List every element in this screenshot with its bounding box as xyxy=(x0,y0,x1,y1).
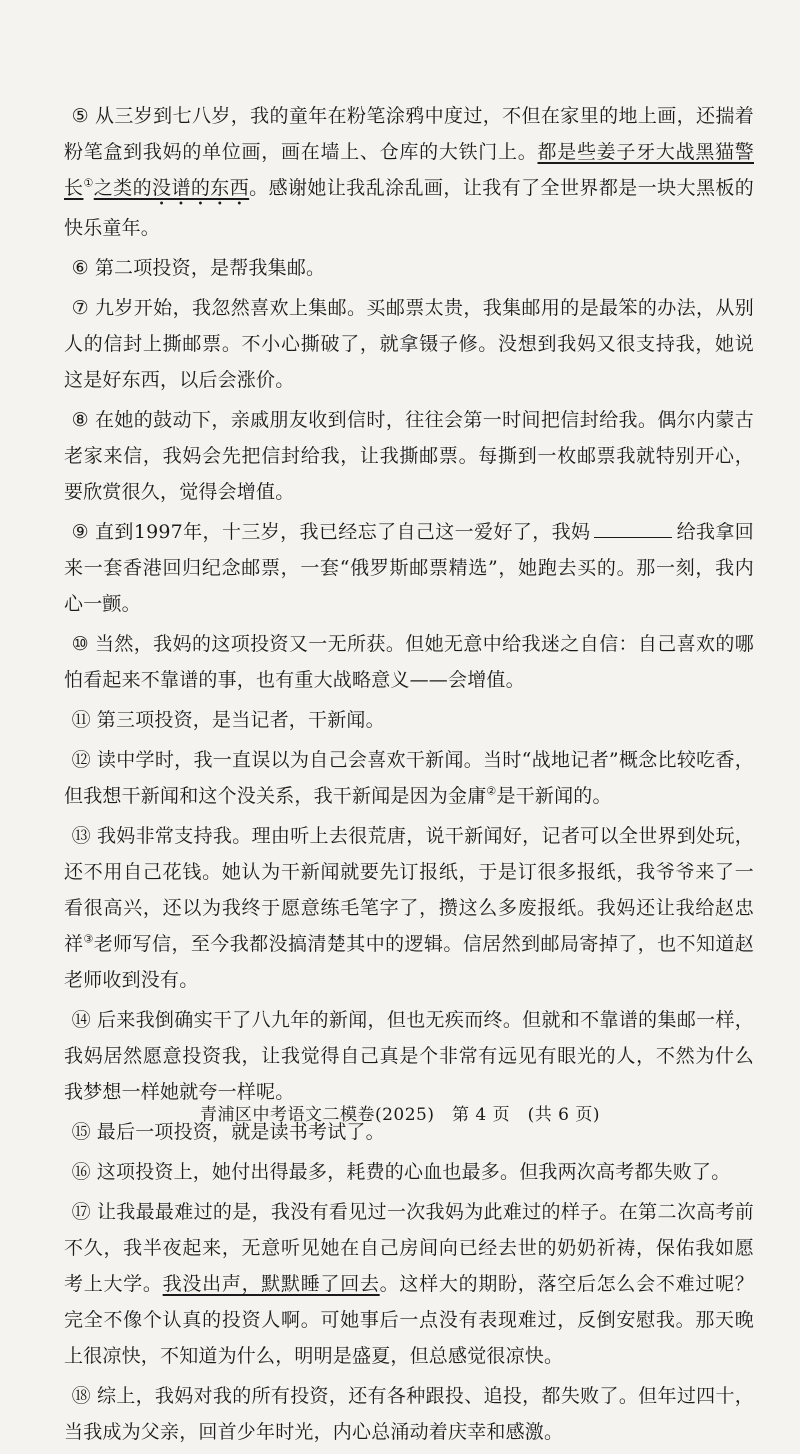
paragraph-number: ⑰ xyxy=(71,1201,91,1223)
paragraph-text: 综上，我妈对我的所有投资，还有各种跟投、追投，都失败了。但年过四十，当我成为父亲，回首少年时光，内心总涌动着庆幸和感激。 xyxy=(64,1385,755,1443)
page-footer: 青浦区中考语文二模卷(2025) 第 4 页 (共 6 页) xyxy=(199,1105,601,1125)
paragraph-text: 老师写信，至今我都没搞清楚其中的逻辑。信居然到邮局寄掉了，也不知道赵老师收到没有。 xyxy=(64,933,755,991)
paragraph-text: 让我最最难过的是，我没有看见过一次我妈为此难过的样子。在第二次高考前不久，我半夜起来，无意听见她在自己房间向已经去世的奶奶祈祷，保佑我如愿考上大学。 xyxy=(64,1201,755,1295)
paragraph xyxy=(64,702,754,738)
paragraph-text: 九岁开始，我忽然喜欢上集邮。买邮票太贵，我集邮用的是最笨的办法，从别人的信封上撕邮票。不小心撕破了，就拿镊子修。没想到我妈又很支持我，她说这是好东西，以后会涨价。 xyxy=(64,297,754,391)
paragraph xyxy=(64,626,754,698)
paragraph xyxy=(64,1378,754,1450)
paragraph xyxy=(64,742,754,814)
footnote-marker: ② xyxy=(486,784,497,798)
paragraph xyxy=(64,1194,754,1374)
paragraph-text: 读中学时，我一直误以为自己会喜欢干新闻。当时“战地记者”概念比较吃香，但我想干新闻和这个没关系，我干新闻是因为金庸 xyxy=(64,749,754,807)
paragraph-number: ⑯ xyxy=(71,1161,91,1183)
paragraph-text: 我妈非常支持我。理由听上去很荒唐，说干新闻好，记者可以全世界到处玩，还不用自己花钱。她认为干新闻就要先订报纸，于是订很多报纸，我爷爷来了一看很高兴，还以为我终于愿意练毛笔字了，攒这么多废报纸。我妈还让我给赵忠祥 xyxy=(64,825,755,955)
paragraph-text: 这项投资上，她付出得最多，耗费的心血也最多。但我两次高考都失败了。 xyxy=(96,1161,731,1183)
footnote-marker: ① xyxy=(83,176,94,190)
paragraph-number: ⑬ xyxy=(71,825,91,847)
paragraph-number: ⑩ xyxy=(71,633,90,655)
paragraph-number: ⑥ xyxy=(71,257,89,279)
paragraph-text: 。感谢她让我乱涂乱画，让我有了全世界都是一块大黑板的快乐童年。 xyxy=(64,177,755,239)
paragraph xyxy=(64,98,754,246)
paragraph-text: 直到1997年，十三岁，我已经忘了自己这一爱好了，我妈 xyxy=(95,521,591,543)
fill-in-blank xyxy=(594,523,672,538)
paragraph-number: ⑭ xyxy=(71,1009,91,1031)
paragraph-text: 最后一项投资，就是读书考试了。 xyxy=(96,1121,385,1143)
underlined-text: 都是些姜子牙大战黑猫警长 xyxy=(64,141,754,199)
paragraph-number: ⑫ xyxy=(71,749,91,771)
paragraph xyxy=(64,250,754,286)
paragraph-text: 是干新闻的。 xyxy=(496,785,612,807)
paragraph-number: ⑨ xyxy=(71,521,90,543)
paragraph-text: 当然，我妈的这项投资又一无所获。但她无意中给我迷之自信：自己喜欢的哪怕看起来不靠谱的事，也有重大战略意义——会增值。 xyxy=(64,633,754,691)
footnote-marker: ③ xyxy=(83,932,94,946)
paragraph xyxy=(64,290,754,398)
paragraph-number: ⑧ xyxy=(71,409,90,431)
paragraph-text: 给我拿回来一套香港回归纪念邮票，一套“俄罗斯邮票精选”，她跑去买的。那一刻，我内心一颤。 xyxy=(64,521,754,615)
underlined-text: 之类的 xyxy=(93,177,153,199)
paragraph-text: 在她的鼓动下，亲戚朋友收到信时，往往会第一时间把信封给我。偶尔内蒙古老家来信，我妈会先把信封给我，让我撕邮票。每撕到一枚邮票我就特别开心，要欣赏很久，觉得会增值。 xyxy=(64,409,754,503)
paragraph-number: ⑮ xyxy=(71,1121,91,1143)
underlined-text: 没谱的东西 xyxy=(152,177,250,199)
passage-body xyxy=(64,98,754,1454)
paragraph xyxy=(64,514,754,622)
paragraph-text: 。这样大的期盼，落空后怎么会不难过呢？完全不像个认真的投资人啊。可她事后一点没有表现难过，反倒安慰我。那天晚上很凉快，不知道为什么，明明是盛夏，但总感觉很凉快。 xyxy=(64,1273,754,1367)
paragraph-number: ⑱ xyxy=(71,1385,91,1407)
paragraph-text: 从三岁到七八岁，我的童年在粉笔涂鸦中度过，不但在家里的地上画，还揣着粉笔盒到我妈的单位画，画在墙上、仓库的大铁门上。 xyxy=(64,105,754,163)
paragraph-text: 第三项投资，是当记者，干新闻。 xyxy=(96,709,385,731)
paragraph xyxy=(64,402,754,510)
paragraph-text: 第二项投资，是帮我集邮。 xyxy=(94,257,326,279)
paragraph-text: 后来我倒确实干了八九年的新闻，但也无疾而终。但就和不靠谱的集邮一样，我妈居然愿意投资我，让我觉得自己真是个非常有远见有眼光的人，不然为什么我梦想一样她就夸一样呢。 xyxy=(64,1009,755,1103)
underlined-text: 我没出声，默默睡了回去 xyxy=(162,1273,380,1295)
paragraph xyxy=(64,1002,754,1110)
paragraph-number: ⑤ xyxy=(71,105,90,127)
paragraph-number: ⑦ xyxy=(71,297,90,319)
paragraph xyxy=(64,1154,754,1190)
paragraph xyxy=(64,818,754,998)
paragraph-number: ⑪ xyxy=(71,709,91,731)
